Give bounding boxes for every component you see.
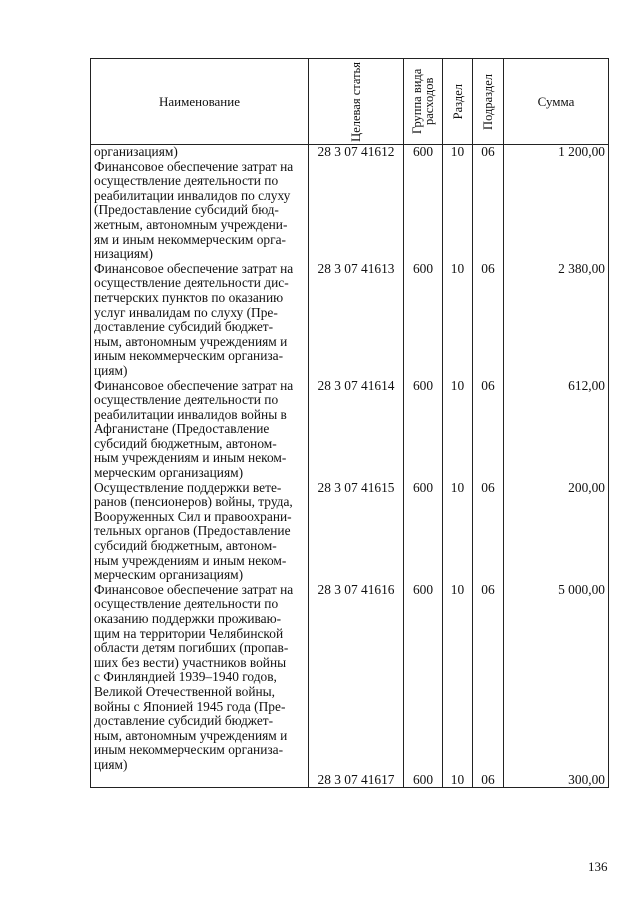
subsection-cell: 06 (473, 583, 504, 773)
row-name-line: Афганистане (Предоставление (94, 421, 270, 437)
row-name-line: доставление субсидий бюджет- (94, 713, 274, 729)
row-name-line: области детям погибших (пропав- (94, 640, 289, 656)
row-name-line: ным учреждениям и иным неком- (94, 552, 287, 568)
section-cell: 10 (443, 583, 473, 773)
row-name-line: осуществление деятельности по (94, 173, 279, 189)
header-name: Наименование (91, 59, 309, 145)
row-name-line: тельных органов (Предоставление (94, 523, 291, 539)
expense-group-cell: 600 (404, 773, 443, 788)
row-name-cell (91, 481, 309, 583)
target-article-cell: 28 3 07 41615 (309, 481, 404, 583)
table-row (91, 145, 609, 262)
row-name-line: Осуществление поддержки вете- (94, 479, 282, 495)
row-name-line: реабилитации инвалидов по слуху (94, 187, 291, 203)
row-name-line: Финансовое обеспечение затрат на (94, 581, 294, 597)
row-name-line: доставление субсидий бюджет- (94, 319, 274, 335)
row-name-line: циям) (94, 362, 128, 378)
row-name-line: войны с Японией 1945 года (Пре- (94, 698, 286, 714)
header-expense-group: Группа вида расходов (404, 59, 443, 145)
row-name-line: Финансовое обеспечение затрат на (94, 377, 294, 393)
row-name-line: (Предоставление субсидий бюд- (94, 202, 279, 218)
row-name-line: иным некоммерческим организа- (94, 348, 284, 364)
header-sum: Сумма (504, 59, 609, 145)
table-row (91, 379, 609, 481)
row-name-line: услуг инвалидам по слуху (Пре- (94, 304, 278, 320)
row-name-line: Вооруженных Сил и правоохрани- (94, 508, 292, 524)
target-article-cell: 28 3 07 41617 (309, 773, 404, 788)
expense-group-cell: 600 (404, 379, 443, 481)
section-cell: 10 (443, 379, 473, 481)
expense-group-cell: 600 (404, 262, 443, 379)
row-name-line: субсидий бюджетным, автоном- (94, 538, 277, 554)
row-name-line: щим на территории Челябинской (94, 625, 284, 641)
row-name-line: реабилитации инвалидов войны в (94, 406, 287, 422)
target-article-cell: 28 3 07 41614 (309, 379, 404, 481)
table-row (91, 481, 609, 583)
table-header-row (91, 59, 609, 145)
row-name-line: ным, автономным учреждениям и (94, 333, 288, 349)
subsection-cell: 06 (473, 481, 504, 583)
budget-table (90, 58, 609, 788)
row-name-line: оказанию поддержки проживаю- (94, 611, 282, 626)
sum-cell: 300,00 (504, 773, 609, 788)
expense-group-cell: 600 (404, 583, 443, 773)
sum-cell: 1 200,00 (504, 145, 609, 262)
row-name-cell (91, 583, 309, 773)
subsection-cell: 06 (473, 773, 504, 788)
row-name-line: организациям) (94, 144, 178, 159)
target-article-cell: 28 3 07 41616 (309, 583, 404, 773)
row-name-cell (91, 262, 309, 379)
row-name-cell (91, 379, 309, 481)
row-name-line: Финансовое обеспечение затрат на (94, 260, 294, 276)
section-cell: 10 (443, 262, 473, 379)
table-row (91, 773, 609, 788)
section-cell: 10 (443, 773, 473, 788)
header-subsection: Подраздел (473, 59, 504, 145)
expense-group-cell: 600 (404, 481, 443, 583)
subsection-cell: 06 (473, 262, 504, 379)
target-article-cell: 28 3 07 41613 (309, 262, 404, 379)
sum-cell: 200,00 (504, 481, 609, 583)
row-name-line: ным учреждениям и иным неком- (94, 450, 287, 466)
row-name-line: циям) (94, 756, 128, 772)
section-cell: 10 (443, 145, 473, 262)
row-name-cell (91, 773, 309, 788)
row-name-line: ших без вести) участников войны (94, 654, 287, 670)
row-name-line: Великой Отечественной войны, (94, 683, 276, 699)
table-row (91, 583, 609, 773)
row-name-line: субсидий бюджетным, автоном- (94, 435, 277, 451)
row-name-line: ным, автономным учреждениям и (94, 727, 288, 743)
row-name-line: с Финляндией 1939–1940 годов, (94, 669, 277, 685)
target-article-cell: 28 3 07 41612 (309, 145, 404, 262)
row-name-line: мерческим организациям) (94, 567, 244, 583)
row-name-line: ям и иным некоммерческим орга- (94, 231, 287, 247)
row-name-line: Финансовое обеспечение затрат на (94, 158, 294, 174)
row-name-line: мерческим организациям) (94, 465, 244, 481)
row-name-line: низациям) (94, 246, 153, 262)
row-name-line: петчерских пунктов по оказанию (94, 289, 284, 305)
section-cell: 10 (443, 481, 473, 583)
row-name-line: осуществление деятельности по (94, 392, 279, 408)
page-number: 136 (588, 859, 608, 874)
row-name-cell (91, 145, 309, 262)
sum-cell: 612,00 (504, 379, 609, 481)
table-body (91, 145, 609, 788)
row-name-line: осуществление деятельности по (94, 596, 279, 612)
subsection-cell: 06 (473, 145, 504, 262)
sum-cell: 5 000,00 (504, 583, 609, 773)
row-name-line: ранов (пенсионеров) войны, труда, (94, 494, 293, 510)
header-target-article: Целевая статья (309, 59, 404, 145)
subsection-cell: 06 (473, 379, 504, 481)
row-name-line: иным некоммерческим организа- (94, 742, 284, 758)
sum-cell: 2 380,00 (504, 262, 609, 379)
header-section: Раздел (443, 59, 473, 145)
row-name-line: осуществление деятельности дис- (94, 275, 289, 291)
table-row (91, 262, 609, 379)
row-name-line: жетным, автономным учреждени- (94, 216, 288, 232)
expense-group-cell: 600 (404, 145, 443, 262)
